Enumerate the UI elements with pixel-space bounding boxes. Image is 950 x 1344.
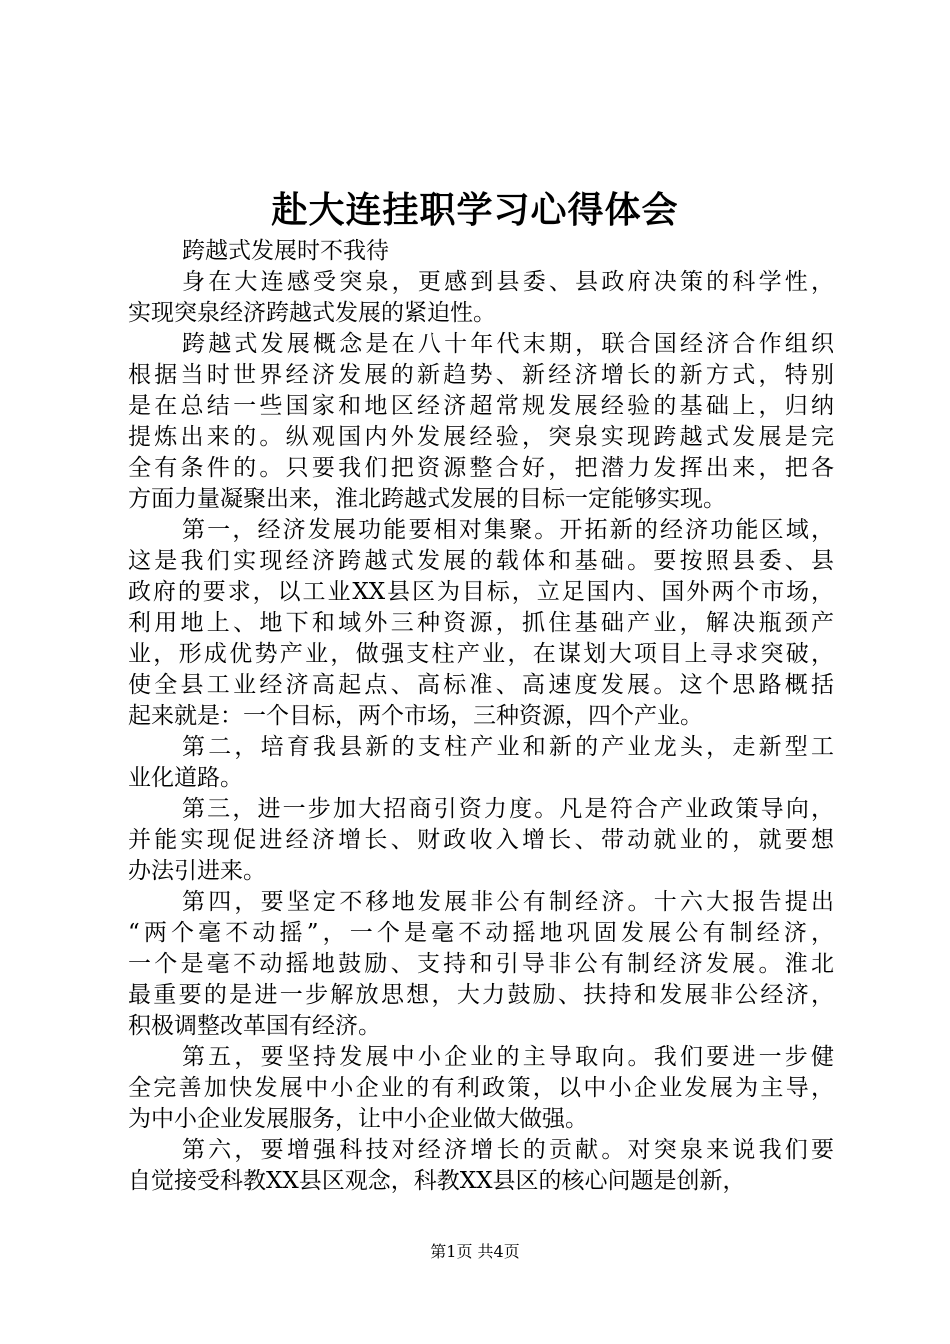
paragraph-line: 为中小企业发展服务，让中小企业做大做强。 xyxy=(128,1106,588,1132)
paragraph-line: 第四，要坚定不移地发展非公有制经济。十六大报告提出 xyxy=(182,889,834,915)
paragraph-line: 是在总结一些国家和地区经济超常规发展经验的基础上，归纳 xyxy=(128,393,834,419)
page-footer: 第1页 共4页 xyxy=(430,1242,520,1261)
paragraph-line: 政府的要求，以工业XX县区为目标，立足国内、国外两个市场， xyxy=(128,579,834,605)
paragraph-line: 利用地上、地下和域外三种资源，抓住基础产业，解决瓶颈产 xyxy=(128,610,834,636)
document-subtitle: 跨越式发展时不我待 xyxy=(182,238,389,264)
paragraph-line: “两个毫不动摇”，一个是毫不动摇地巩固发展公有制经济， xyxy=(128,920,834,946)
paragraph-line: 起来就是：一个目标，两个市场，三种资源，四个产业。 xyxy=(128,703,703,729)
paragraph-line: 第三，进一步加大招商引资力度。凡是符合产业政策导向， xyxy=(182,796,834,822)
paragraph-line: 第二，培育我县新的支柱产业和新的产业龙头，走新型工 xyxy=(182,734,834,760)
document-title: 赴大连挂职学习心得体会 xyxy=(271,189,679,231)
paragraph-line: 并能实现促进经济增长、财政收入增长、带动就业的，就要想 xyxy=(128,827,834,853)
paragraph-line: 身在大连感受突泉，更感到县委、县政府决策的科学性， xyxy=(182,269,834,295)
paragraph-line: 全完善加快发展中小企业的有利政策，以中小企业发展为主导， xyxy=(128,1075,834,1101)
paragraph-line: 方面力量凝聚出来，淮北跨越式发展的目标一定能够实现。 xyxy=(128,486,726,512)
paragraph-line: 使全县工业经济高起点、高标准、高速度发展。这个思路概括 xyxy=(128,672,834,698)
paragraph-line: 实现突泉经济跨越式发展的紧迫性。 xyxy=(128,300,496,326)
paragraph-line: 积极调整改革国有经济。 xyxy=(128,1013,381,1039)
paragraph-line: 这是我们实现经济跨越式发展的载体和基础。要按照县委、县 xyxy=(128,548,834,574)
paragraph-line: 一个是毫不动摇地鼓励、支持和引导非公有制经济发展。淮北 xyxy=(128,951,834,977)
paragraph-line: 跨越式发展概念是在八十年代末期，联合国经济合作组织 xyxy=(182,331,834,357)
paragraph-line: 全有条件的。只要我们把资源整合好，把潜力发挥出来，把各 xyxy=(128,455,834,481)
paragraph-line: 第六，要增强科技对经济增长的贡献。对突泉来说我们要 xyxy=(182,1137,834,1163)
paragraph-line: 第五，要坚持发展中小企业的主导取向。我们要进一步健 xyxy=(182,1044,834,1070)
paragraph-line: 根据当时世界经济发展的新趋势、新经济增长的新方式，特别 xyxy=(128,362,834,388)
paragraph-line: 提炼出来的。纵观国内外发展经验，突泉实现跨越式发展是完 xyxy=(128,424,834,450)
paragraph-line: 业化道路。 xyxy=(128,765,243,791)
paragraph-line: 办法引进来。 xyxy=(128,858,266,884)
document-body xyxy=(128,236,834,1197)
paragraph-line: 业，形成优势产业，做强支柱产业，在谋划大项目上寻求突破， xyxy=(128,641,834,667)
paragraph-line: 最重要的是进一步解放思想，大力鼓励、扶持和发展非公经济， xyxy=(128,982,834,1008)
paragraph-line: 第一，经济发展功能要相对集聚。开拓新的经济功能区域， xyxy=(182,517,834,543)
paragraph-line: 自觉接受科教XX县区观念，科教XX县区的核心问题是创新， xyxy=(128,1168,746,1194)
